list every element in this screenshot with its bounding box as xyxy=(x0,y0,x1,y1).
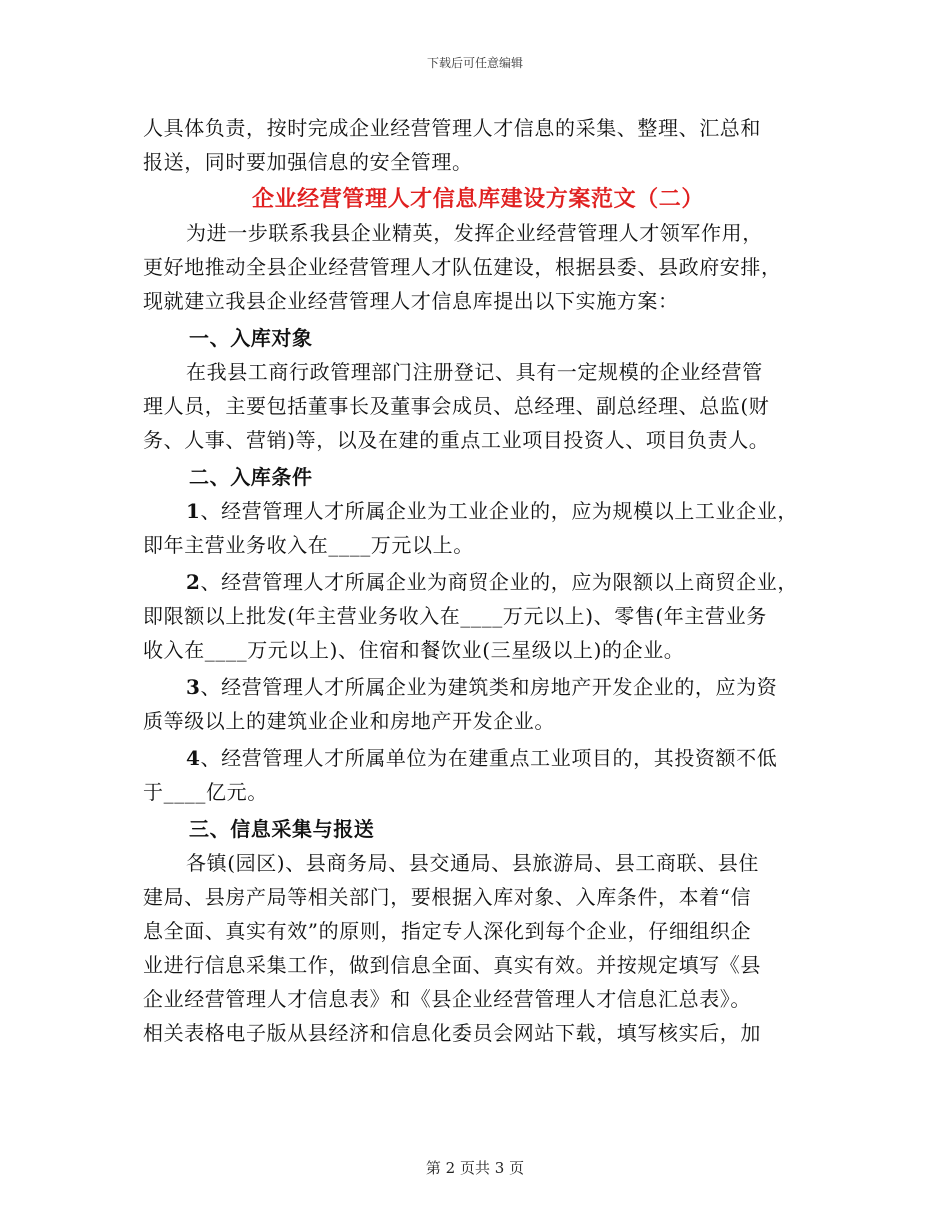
item-text: 、经营管理人才所属企业为建筑类和房地产开发企业的，应为资 xyxy=(200,675,778,699)
paragraph-line: 业进行信息采集工作，做到信息全面、真实有效。并按规定填写《县 xyxy=(143,953,761,977)
paragraph-line: 报送，同时要加强信息的安全管理。 xyxy=(143,150,473,174)
paragraph-line: 即限额以上批发(年主营业务收入在____万元以上)、零售(年主营业务 xyxy=(143,604,767,628)
item-text: 、经营管理人才所属企业为商贸企业的，应为限额以上商贸企业， xyxy=(200,570,798,594)
item-number: 1 xyxy=(186,499,201,523)
paragraph-line: 建局、县房产局等相关部门，要根据入库对象、入库条件，本着“信 xyxy=(143,885,752,909)
paragraph-line: 现就建立我县企业经营管理人才信息库提出以下实施方案： xyxy=(143,289,679,313)
header-note: 下载后可任意编辑 xyxy=(426,56,523,70)
section-heading-3: 三、信息采集与报送 xyxy=(189,817,375,841)
paragraph-line: 务、人事、营销)等，以及在建的重点工业项目投资人、项目负责人。 xyxy=(143,428,770,452)
paragraph-line: 各镇(园区)、县商务局、县交通局、县旅游局、县工商联、县住 xyxy=(186,851,760,875)
paragraph-line: 企业经营管理人才信息表》和《县企业经营管理人才信息汇总表》。 xyxy=(143,987,751,1011)
paragraph-line: 理人员，主要包括董事长及董事会成员、总经理、副总经理、总监(财 xyxy=(143,394,770,418)
paragraph-line: 更好地推动全县企业经营管理人才队伍建设，根据县委、县政府安排， xyxy=(143,255,782,279)
list-item-1 xyxy=(143,494,823,528)
paragraph-line: 相关表格电子版从县经济和信息化委员会网站下载，填写核实后，加 xyxy=(143,1021,761,1045)
document-title: 企业经营管理人才信息库建设方案范文（二） xyxy=(251,186,704,212)
list-item-3 xyxy=(143,670,823,704)
item-number: 3 xyxy=(186,675,201,699)
paragraph-line: 即年主营业务收入在____万元以上。 xyxy=(143,533,474,557)
paragraph-line: 质等级以上的建筑业企业和房地产开发企业。 xyxy=(143,709,555,733)
paragraph-line: 息全面、真实有效”的原则，指定专人深化到每个企业，仔细组织企 xyxy=(143,919,752,943)
item-text: 、经营管理人才所属单位为在建重点工业项目的，其投资额不低 xyxy=(200,746,778,770)
page-footer: 第 2 页共 3 页 xyxy=(425,1159,525,1177)
paragraph-line: 于____亿元。 xyxy=(143,780,268,804)
document-body xyxy=(143,111,823,1050)
paragraph-line: 为进一步联系我县企业精英，发挥企业经营管理人才领军作用， xyxy=(186,221,763,245)
paragraph-line: 收入在____万元以上)、住宿和餐饮业(三星级以上)的企业。 xyxy=(143,638,685,662)
section-heading-2: 二、入库条件 xyxy=(189,465,313,489)
list-item-4 xyxy=(143,741,823,775)
section-heading-1: 一、入库对象 xyxy=(189,326,313,350)
item-text: 、经营管理人才所属企业为工业企业的，应为规模以上工业企业， xyxy=(200,499,798,523)
paragraph-line: 在我县工商行政管理部门注册登记、具有一定规模的企业经营管 xyxy=(186,360,763,384)
item-number: 2 xyxy=(186,570,201,594)
paragraph-line: 人具体负责，按时完成企业经营管理人才信息的采集、整理、汇总和 xyxy=(143,116,761,140)
list-item-2 xyxy=(143,565,823,599)
item-number: 4 xyxy=(186,746,201,770)
